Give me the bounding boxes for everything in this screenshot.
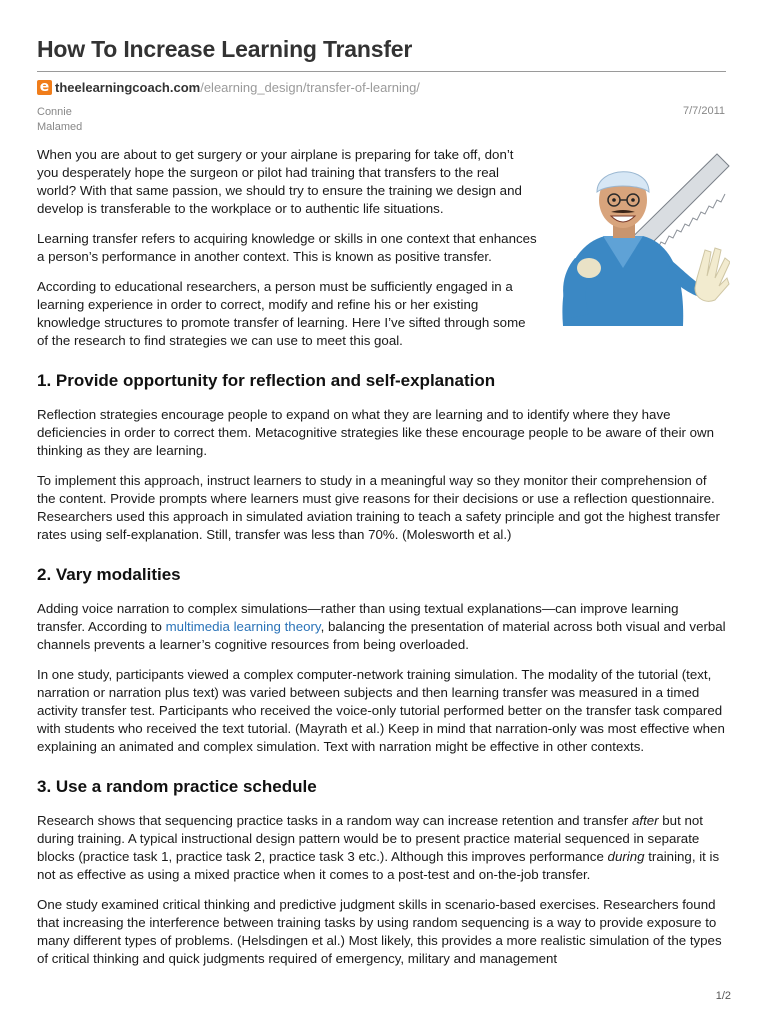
section-heading: 3. Use a random practice schedule xyxy=(37,777,317,796)
paragraph-text: , balancing the presentation of material across both visual and verbal channels prevents a learner’s cognitive resources from being overloaded. xyxy=(37,619,726,652)
source-domain[interactable]: theelearningcoach.com xyxy=(55,79,201,95)
paragraph-text: but not during training. A typical instructional design pattern would be to present practice material sequenced in separate blocks (practice task 1, practice task 2, practice task 3 etc.). Although this improves performance xyxy=(37,813,703,864)
paragraph-text: Research shows that sequencing practice tasks in a random way can increase retention and transfer xyxy=(37,813,632,828)
article-title: How To Increase Learning Transfer xyxy=(37,36,413,62)
paragraph-text: Adding voice narration to complex simulations—rather than using textual explanations—can improve learning transfer. According to xyxy=(37,601,679,634)
section-paragraph xyxy=(37,600,727,654)
surgeon-with-saw-illustration xyxy=(545,148,730,326)
source-line xyxy=(37,78,420,96)
intro-paragraph: When you are about to get surgery or your airplane is preparing for take off, don’t you desperately hope the surgeon or pilot had training that transfers to the real world? With that same passion, we should try to ensure the training we design and develop is transferable to the workplace or to authentic life situations. xyxy=(37,147,522,216)
section-paragraph: Reflection strategies encourage people to expand on what they are learning and to identify where they have deficiencies in order to correct them. Metacognitive strategies like these encourage people to be aware of their own thinking as they are learning. xyxy=(37,407,715,458)
section-paragraph: One study examined critical thinking and predictive judgment skills in scenario-based exercises. Researchers found that increasing the interference between training tasks by using random sequencing is a way to provide exposure to many different types of problems. (Helsdingen et al.) Most likely, this provides a more realistic simulation of the types of critical thinking and quick judgments required of emergency, military and management xyxy=(37,897,722,966)
title-divider xyxy=(37,71,726,72)
section-heading: 2. Vary modalities xyxy=(37,565,181,584)
intro-paragraph: According to educational researchers, a person must be sufficiently engaged in a learning experience in order to correct, modify and refine his or her existing knowledge structures to promote transfer of learning. Here I’ve sifted through some of the research to find strategies we can use to meet this goal. xyxy=(37,279,526,348)
emphasis-text: after xyxy=(631,813,659,828)
section-paragraph xyxy=(37,812,727,884)
author-name: Connie Malamed xyxy=(37,106,83,133)
paragraph-text: training, it is not as effective as using a mixed practice when it comes to a post-test and on-the-job transfer. xyxy=(37,849,720,882)
section-heading: 1. Provide opportunity for reflection and self-explanation xyxy=(37,371,496,390)
section-paragraph: To implement this approach, instruct learners to study in a meaningful way so they monitor their comprehension of the content. Provide prompts where learners must give reasons for their decisions or use a reflection questionnaire. Researchers used this approach in simulated aviation training to teach a safety principle and got the highest transfer rates using self-explanation. Still, transfer was less than 70%. (Molesworth et al.) xyxy=(37,473,720,542)
source-path[interactable]: /elearning_design/transfer-of-learning/ xyxy=(200,79,420,95)
site-logo-icon: e xyxy=(37,80,52,95)
emphasis-text: during xyxy=(607,849,645,864)
multimedia-learning-theory-link[interactable]: multimedia learning theory xyxy=(165,619,321,634)
intro-paragraph: Learning transfer refers to acquiring knowledge or skills in one context that enhances a person’s performance in another context. This is known as positive transfer. xyxy=(37,231,537,264)
page-number: 1/2 xyxy=(715,990,731,1002)
publish-date: 7/7/2011 xyxy=(682,105,725,117)
section-paragraph: In one study, participants viewed a complex computer-network training simulation. The modality of the tutorial (text, narration or narration plus text) was varied between subjects and then learning transfer was measured in a timed activity transfer test. Participants who received the voice-only tutorial performed better on the transfer task compared with students who received the text tutorial. (Mayrath et al.) Keep in mind that narration-only was most effective when explaining an animated and complex simulation. Text with narration might be effective in other contexts. xyxy=(37,667,725,754)
